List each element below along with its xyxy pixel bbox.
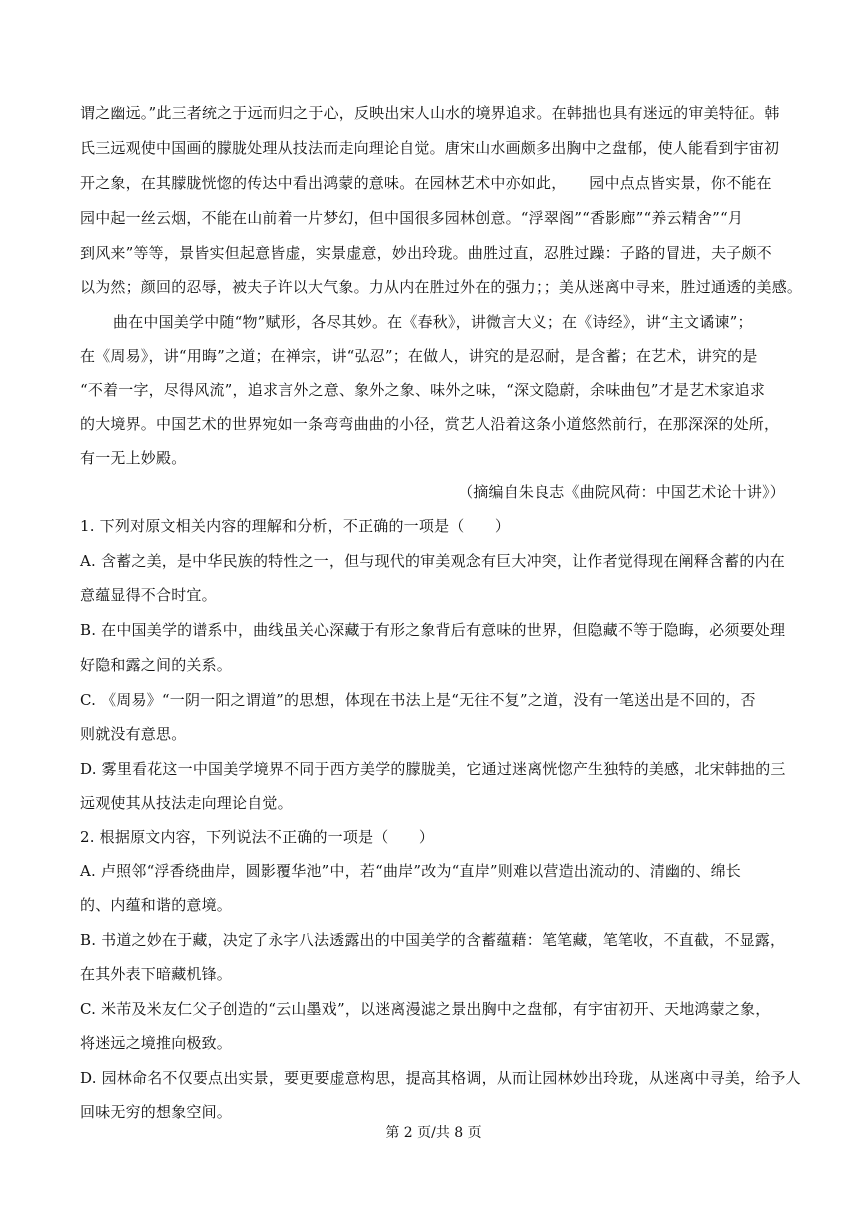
passage-line: 有一无上妙殿。 [80, 449, 187, 467]
q2-option-a-cont: 的、内蕴和谐的意境。 [80, 896, 233, 914]
passage-line: 谓之幽远。”此三者统之于远而归之于心，反映出宋人山水的境界追求。在韩拙也具有迷远的审美特征。韩 [80, 104, 780, 122]
q1-option-a: A. 含蓄之美，是中华民族的特性之一，但与现代的审美观念有巨大冲突，让作者觉得现在阐释含蓄的内在 [80, 552, 785, 570]
q2-option-a: A. 卢照邻“浮香绕曲岸，圆影覆华池”中，若“曲岸”改为“直岸”则难以营造出流动的、清幽的、绵长 [80, 862, 741, 880]
q1-option-b: B. 在中国美学的谱系中，曲线虽关心深藏于有形之象背后有意味的世界，但隐藏不等于隐晦，必须要处理 [80, 621, 786, 639]
q2-option-d: D. 园林命名不仅要点出实景，要更要虚意构思，提高其格调，从而让园林妙出玲珑，从迷离中寻美，给予人 [80, 1069, 801, 1087]
q1-option-b-cont: 好隐和露之间的关系。 [80, 656, 233, 674]
passage-line: 的大境界。中国艺术的世界宛如一条弯弯曲曲的小径，赏艺人沿着这条小道悠然前行，在那深深的处所， [80, 415, 780, 433]
passage-line: 开之象，在其朦胧恍惚的传达中看出鸿蒙的意味。在园林艺术中亦如此， 园中点点皆实景，你不能在 [80, 174, 772, 192]
q2-option-b-cont: 在其外表下暗藏机锋。 [80, 965, 233, 983]
q1-option-d: D. 雾里看花这一中国美学境界不同于西方美学的朦胧美，它通过迷离恍惚产生独特的美感，北宋韩拙的三 [80, 760, 786, 778]
q1-option-d-cont: 远观使其从技法走向理论自觉。 [80, 794, 293, 812]
passage-line: 以为然；颜回的忍辱，被夫子许以大气象。力从内在胜过外在的强力；；美从迷离中寻来，胜过通透的美感。 [80, 278, 803, 296]
passage-line: 氏三远观使中国画的朦胧处理从技法而走向理论自觉。唐宋山水画颇多出胸中之盘郁，使人能看到宇宙初 [80, 139, 780, 157]
passage-line: 园中起一丝云烟，不能在山前着一片梦幻，但中国很多园林创意。“浮翠阁”“香影廊”“养云精舍”“月 [80, 209, 744, 227]
q2-option-c-cont: 将迷远之境推向极致。 [80, 1034, 233, 1052]
q2-option-d-cont: 回味无穷的想象空间。 [80, 1103, 233, 1121]
q2-option-c: C. 米芾及米友仁父子创造的“云山墨戏”，以迷离漫滤之景出胸中之盘郁，有宇宙初开、天地鸿蒙之象， [80, 1000, 771, 1018]
question-1-stem: 1. 下列对原文相关内容的理解和分析，不正确的一项是（ ） [80, 517, 511, 535]
q2-option-b: B. 书道之妙在于藏，决定了永字八法透露出的中国美学的含蓄蕴藉：笔笔藏，笔笔收，不直截，不显露， [80, 931, 786, 949]
passage-line: 曲在中国美学中随“物”赋形，各尽其妙。在《春秋》，讲微言大义；在《诗经》，讲“主文谲谏”； [113, 313, 753, 331]
q1-option-c-cont: 则就没有意思。 [80, 725, 187, 743]
q1-option-a-cont: 意蕴显得不合时宜。 [80, 586, 217, 604]
source-citation: （摘编自朱良志《曲院风荷：中国艺术论十讲》） [458, 483, 785, 501]
passage-line: 到风来”等等，景皆实但起意皆虚，实景虚意，妙出玲珑。曲胜过直，忍胜过躁：子路的冒进，夫子颇不 [80, 244, 772, 262]
question-2-stem: 2. 根据原文内容，下列说法不正确的一项是（ ） [80, 828, 435, 846]
page-number: 第 2 页/共 8 页 [385, 1125, 482, 1141]
q1-option-c: C. 《周易》“一阴一阳之谓道”的思想，体现在书法上是“无往不复”之道，没有一笔送出是不回的，否 [80, 691, 756, 709]
passage-line: “不着一字，尽得风流”，追求言外之意、象外之象、味外之味，“深文隐蔚，余味曲包”才是艺术家追求 [80, 381, 766, 399]
passage-line: 在《周易》，讲“用晦”之道；在禅宗，讲“弘忍”；在做人，讲究的是忍耐，是含蓄；在艺术，讲究的是 [80, 347, 758, 365]
